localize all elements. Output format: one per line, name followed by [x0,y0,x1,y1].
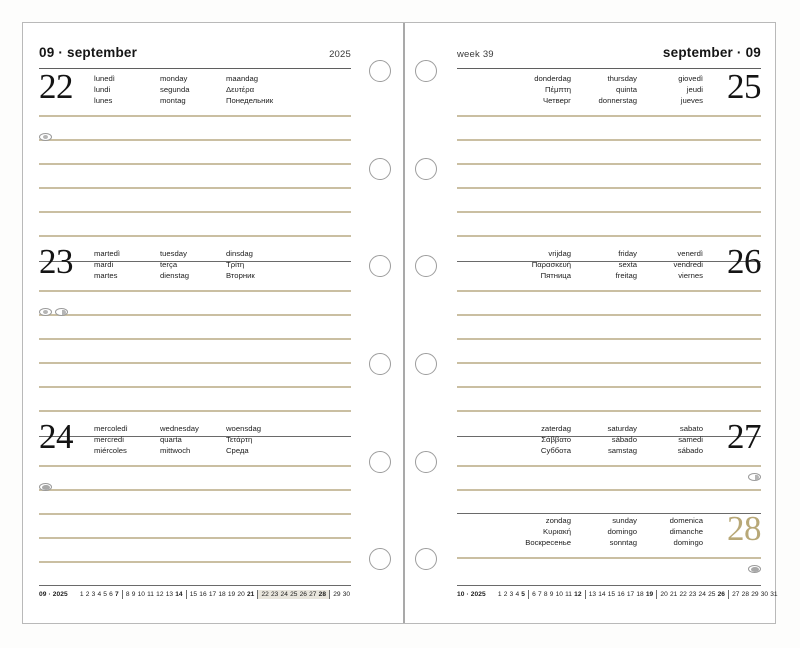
day-name: Τετάρτη [226,435,253,445]
strip-day[interactable]: 29 [751,591,759,598]
day-name: zondag [545,516,571,525]
ring-hole [369,353,391,375]
strip-day[interactable]: 4 [97,591,102,598]
day-header [457,242,761,288]
left-strip-weeks [77,590,353,599]
day-name: Παρασκευή [531,260,571,270]
day-language-names [94,248,292,282]
strip-week [122,590,186,599]
strip-day[interactable]: 8 [125,591,130,598]
strip-day[interactable]: 6 [109,591,113,598]
left-year-label: 2025 [329,49,351,60]
strip-day[interactable]: 10 [137,591,145,598]
ring-hole [369,548,391,570]
strip-day[interactable]: 6 [532,591,536,598]
language-column [226,423,292,457]
strip-day[interactable]: 21 [246,591,255,598]
ruled-line[interactable] [39,362,351,364]
day-block[interactable] [39,67,351,236]
day-name: quarta [160,435,182,445]
ring-hole [415,255,437,277]
strip-day[interactable]: 12 [156,591,164,598]
day-name: quinta [616,85,637,95]
moon-first-quarter-icon [55,308,68,316]
strip-day[interactable]: 30 [760,591,769,598]
strip-week [257,590,329,599]
day-name: lunes [94,96,113,106]
strip-day[interactable]: 22 [679,591,687,598]
ruled-line[interactable] [39,513,351,515]
strip-day[interactable]: 9 [131,591,136,598]
left-month-strip [39,585,351,601]
language-column [160,73,226,107]
language-column [160,248,226,282]
ruled-line[interactable] [457,163,761,165]
strip-week [728,590,781,599]
binding-spine [403,23,405,623]
strip-week [329,590,353,599]
ruled-line[interactable] [457,489,761,491]
strip-day[interactable]: 16 [199,591,207,598]
day-name: montag [160,96,186,106]
day-name: wednesday [160,424,199,433]
language-column [94,423,160,457]
day-name: giovedì [678,74,703,83]
day-block[interactable] [457,67,761,236]
moon-waning-icon [748,565,761,573]
strip-day[interactable]: 18 [636,591,644,598]
day-header [457,417,761,463]
strip-day[interactable]: 24 [280,591,288,598]
ruled-line[interactable] [457,139,761,141]
right-month-label: september · 09 [662,45,761,60]
ruled-line[interactable] [457,290,761,292]
strip-day[interactable]: 5 [103,591,107,598]
strip-day[interactable]: 8 [543,591,548,598]
ruled-line[interactable] [39,211,351,213]
day-language-names [94,423,292,457]
ring-holes-right [411,23,441,623]
moon-last-quarter-icon [748,473,761,481]
day-number: 22 [39,67,73,106]
strip-day[interactable]: 19 [645,591,654,598]
language-column [637,73,703,107]
strip-day[interactable]: 17 [208,591,217,598]
strip-day[interactable]: 29 [333,591,341,598]
day-header [39,67,351,113]
ruled-line[interactable] [39,235,351,237]
day-name: Δευτέρα [226,85,255,95]
strip-day[interactable]: 23 [689,591,697,598]
language-column [637,515,703,549]
day-name: sábado [677,446,703,456]
ring-hole [415,548,437,570]
ring-hole [369,60,391,82]
strip-day[interactable]: 9 [549,591,554,598]
day-name: lundi [94,85,111,95]
day-name: miércoles [94,446,127,456]
ruled-line[interactable] [457,115,761,117]
ring-hole [369,255,391,277]
strip-day[interactable]: 11 [147,591,154,598]
day-name: jeudi [686,85,703,95]
strip-day[interactable]: 20 [237,591,245,598]
ruled-line[interactable] [39,139,351,141]
ruled-line[interactable] [457,187,761,189]
day-language-names [505,248,703,282]
right-month-strip [457,585,778,601]
day-name: domingo [607,527,637,537]
day-name: sonntag [609,538,637,548]
day-name: tuesday [160,249,187,258]
language-column [505,423,571,457]
strip-day[interactable]: 3 [509,591,514,598]
strip-day[interactable]: 26 [299,591,307,598]
language-column [226,73,292,107]
strip-day[interactable]: 13 [588,591,597,598]
day-name: domenica [669,516,703,525]
strip-day[interactable]: 2 [503,591,508,598]
day-name: sunday [612,516,637,525]
strip-day[interactable]: 25 [290,591,298,598]
ruled-line[interactable] [39,338,351,340]
strip-day[interactable]: 3 [91,591,96,598]
ruled-line[interactable] [39,465,351,467]
day-name: maandag [226,74,259,83]
strip-day[interactable]: 27 [309,591,317,598]
strip-day[interactable]: 1 [79,591,84,598]
strip-day[interactable]: 22 [261,591,269,598]
right-header-rule [457,68,761,69]
ruled-line[interactable] [457,362,761,364]
day-name: vendredi [673,260,703,270]
language-column [571,248,637,282]
right-strip-weeks [495,590,781,599]
day-name: martedì [94,249,121,258]
strip-day[interactable]: 15 [607,591,616,598]
day-header [39,417,351,463]
day-number: 23 [39,242,73,281]
left-strip-label: 09 · 2025 [39,591,68,598]
day-number: 24 [39,417,73,456]
right-strip-label: 10 · 2025 [457,591,486,598]
language-column [94,73,160,107]
day-name: woensdag [226,424,262,433]
day-name: mittwoch [160,446,191,456]
strip-day[interactable]: 16 [617,591,625,598]
ruled-line[interactable] [39,489,351,491]
day-name: lunedì [94,74,115,83]
strip-day[interactable]: 2 [85,591,90,598]
strip-day[interactable]: 12 [574,591,582,598]
day-name: martes [94,271,118,281]
ruled-line[interactable] [39,290,351,292]
strip-day[interactable]: 14 [598,591,606,598]
strip-week [495,590,528,599]
language-column [505,73,571,107]
day-block[interactable] [39,242,351,411]
ruled-line[interactable] [39,561,351,563]
day-name: sexta [618,260,637,270]
day-name: mardi [94,260,114,270]
strip-day[interactable]: 25 [708,591,716,598]
strip-week [186,590,258,599]
language-column [571,423,637,457]
day-name: Пятница [540,271,571,281]
day-name: jueves [680,96,703,106]
ruled-line[interactable] [457,314,761,316]
day-number: 26 [727,242,761,281]
day-number: 27 [727,417,761,456]
day-name: mercoledì [94,424,128,433]
day-name: vrijdag [548,249,571,258]
language-column [505,515,571,549]
right-strip-rule [457,585,761,586]
strip-week [528,590,585,599]
ruled-line[interactable] [457,557,761,559]
day-name: sabato [679,424,703,433]
day-name: dienstag [160,271,190,281]
left-month-label: 09 · september [39,45,138,60]
language-column [571,515,637,549]
ring-hole [415,353,437,375]
day-block[interactable] [457,242,761,411]
strip-week [585,590,657,599]
day-name: mercredi [94,435,124,445]
strip-day[interactable]: 23 [271,591,279,598]
strip-day[interactable]: 24 [698,591,706,598]
day-name: dinsdag [226,249,253,258]
strip-week [656,590,728,599]
language-column [637,423,703,457]
day-name: Τρίτη [226,260,245,270]
moon-waxing-icon [39,483,52,491]
language-column [571,73,637,107]
day-name: freitag [615,271,637,281]
strip-day[interactable]: 28 [318,591,327,598]
day-name: segunda [160,85,190,95]
day-header [457,509,761,555]
day-block[interactable] [39,417,351,571]
right-week-label: week 39 [457,49,494,60]
language-column [94,248,160,282]
ring-hole [369,158,391,180]
moon-new-icon [39,133,52,141]
ruled-line[interactable] [457,465,761,467]
right-page-header [457,45,761,67]
day-number: 25 [727,67,761,106]
day-block[interactable] [457,417,761,499]
left-strip-rule [39,585,351,586]
ruled-line[interactable] [39,187,351,189]
strip-day[interactable]: 7 [538,591,542,598]
day-name: donderdag [534,74,571,83]
strip-day[interactable]: 17 [626,591,635,598]
day-header [457,67,761,113]
day-name: zaterdag [541,424,571,433]
ring-hole [369,451,391,473]
ruled-line[interactable] [457,211,761,213]
day-name: Πέμπτη [544,85,571,95]
strip-day[interactable]: 15 [189,591,198,598]
strip-day[interactable]: 11 [565,591,572,598]
day-name: Четверг [542,96,571,106]
strip-day[interactable]: 30 [342,591,351,598]
language-column [505,248,571,282]
strip-day[interactable]: 28 [741,591,750,598]
moon-new-icon [39,308,52,316]
day-name: Суббота [540,446,571,456]
day-language-names [505,515,703,549]
left-page [23,23,365,623]
day-name: viernes [678,271,703,281]
day-header [39,242,351,288]
right-page [441,23,778,623]
day-number: 28 [727,509,761,548]
day-name: donnerstag [598,96,637,106]
left-header-rule [39,68,351,69]
ruled-line[interactable] [39,410,351,412]
day-language-names [505,423,703,457]
day-name: Σάββατο [541,435,571,445]
left-page-header [39,45,351,67]
ruled-line[interactable] [39,115,351,117]
day-name: friday [618,249,637,258]
language-column [226,248,292,282]
day-name: terça [160,260,178,270]
strip-day[interactable]: 26 [717,591,725,598]
ruled-line[interactable] [39,537,351,539]
ruled-line[interactable] [457,410,761,412]
day-name: samedi [678,435,703,445]
strip-week [77,590,122,599]
day-language-names [94,73,292,107]
day-name: monday [160,74,188,83]
day-name: Среда [226,446,249,456]
day-name: domingo [673,538,703,548]
ruled-line[interactable] [39,386,351,388]
day-name: saturday [607,424,637,433]
language-column [160,423,226,457]
strip-day[interactable]: 21 [669,591,678,598]
ruled-line[interactable] [39,314,351,316]
day-name: sábado [611,435,637,445]
strip-day[interactable]: 1 [497,591,502,598]
strip-day[interactable]: 14 [175,591,183,598]
ring-hole [415,158,437,180]
day-block[interactable] [457,509,761,573]
day-name: venerdì [677,249,703,258]
ruled-line[interactable] [457,235,761,237]
day-name: Κυριακή [543,527,571,537]
day-name: dimanche [669,527,703,537]
strip-day[interactable]: 27 [732,591,740,598]
strip-day[interactable]: 7 [115,591,119,598]
day-name: Вторник [226,271,255,281]
ring-holes-left [365,23,395,623]
day-name: samstag [607,446,637,456]
day-language-names [505,73,703,107]
strip-day[interactable]: 13 [165,591,174,598]
strip-day[interactable]: 20 [660,591,668,598]
day-name: Воскресенье [525,538,571,548]
strip-day[interactable]: 5 [521,591,525,598]
strip-day[interactable]: 4 [515,591,520,598]
strip-day[interactable]: 10 [555,591,563,598]
ring-hole [415,451,437,473]
strip-day[interactable]: 18 [218,591,226,598]
language-column [637,248,703,282]
ring-hole [415,60,437,82]
strip-day[interactable]: 31 [770,591,778,598]
day-name: Понедельник [226,96,274,106]
ruled-line[interactable] [457,386,761,388]
strip-day[interactable]: 19 [227,591,236,598]
ruled-line[interactable] [457,338,761,340]
ruled-line[interactable] [39,163,351,165]
day-name: thursday [607,74,637,83]
